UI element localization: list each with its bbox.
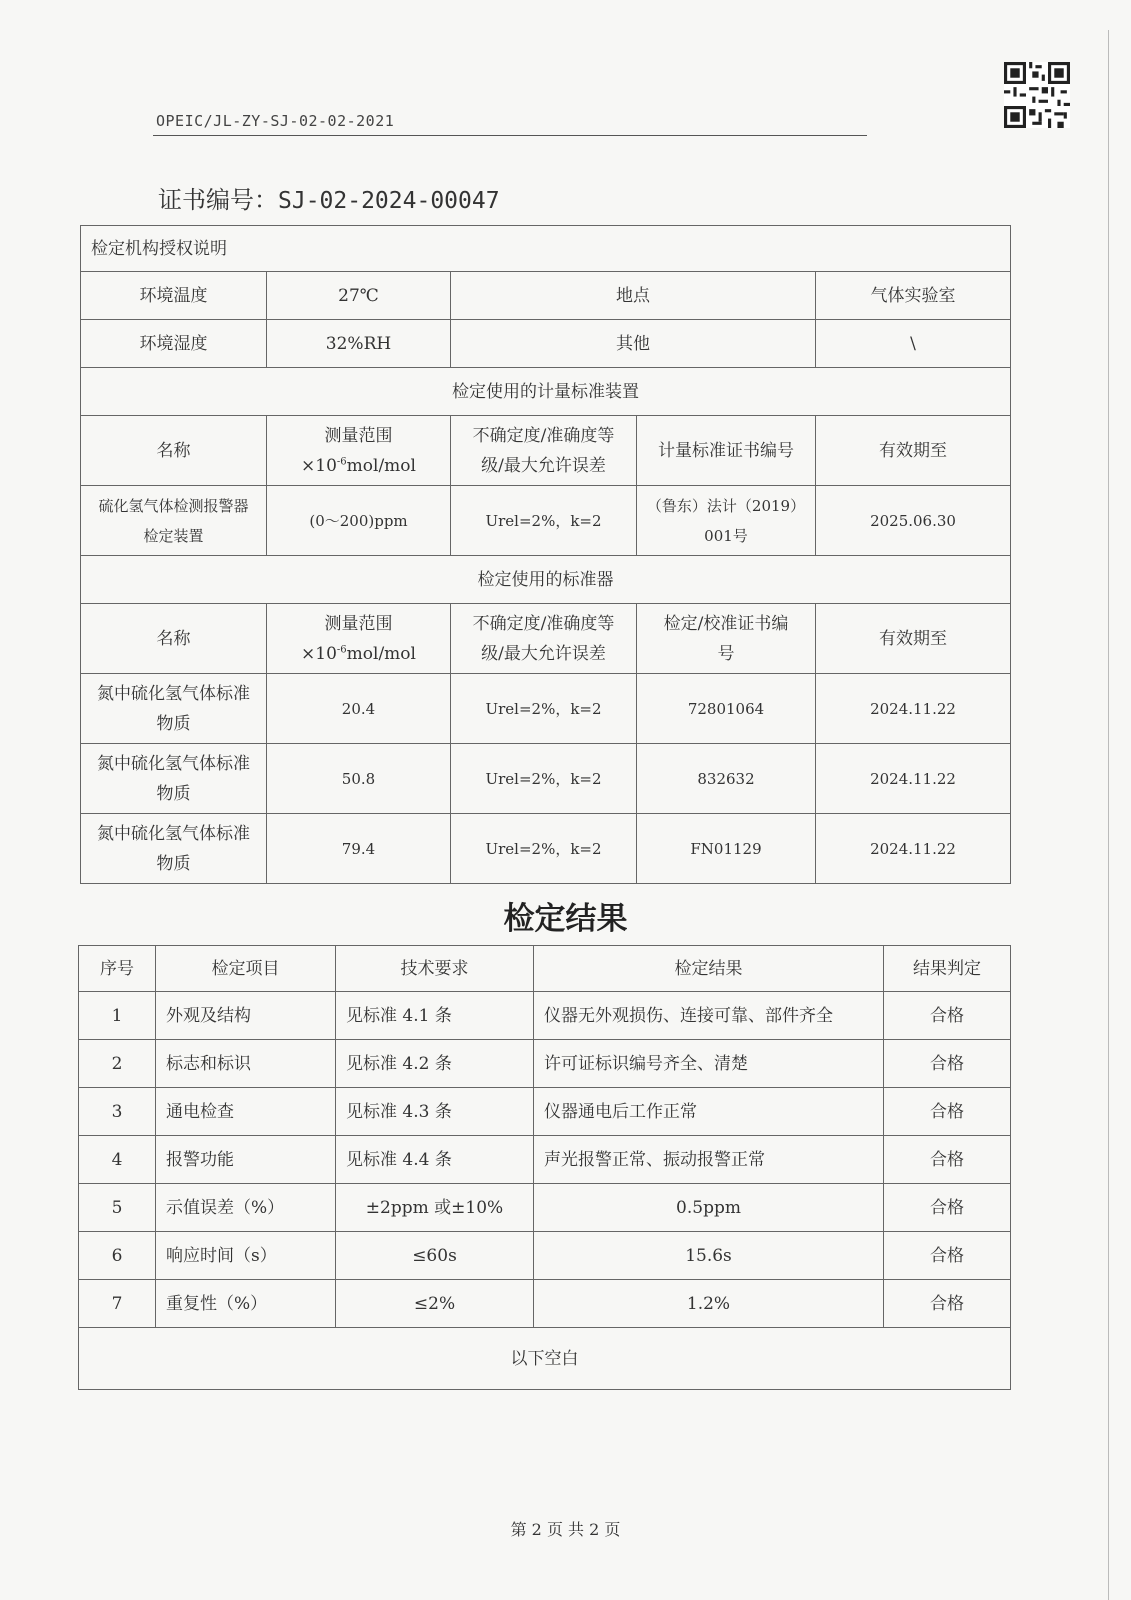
- ref-name-line-1: 氮中硫化氢气体标准: [97, 683, 250, 704]
- refs-unc-line-2: 级/最大允许误差: [481, 643, 606, 664]
- humidity-value: 32%RH: [267, 320, 451, 368]
- place-value: 气体实验室: [816, 272, 1011, 320]
- results-title: 检定结果: [503, 901, 628, 937]
- std-refs-header-cert: [637, 604, 816, 674]
- other-label: 其他: [616, 333, 650, 354]
- results-header-row: [79, 946, 1011, 992]
- std-device-header-valid: 有效期至: [816, 416, 1011, 486]
- refs-range-line-1: 测量范围: [324, 613, 393, 634]
- page-number: 第 2 页 共 2 页: [510, 1520, 621, 1539]
- scan-edge-line: [1108, 30, 1109, 1600]
- std-device-header-cert: 计量标准证书编号: [637, 416, 816, 486]
- std-refs-title: 检定使用的标准器: [81, 556, 1011, 604]
- row-verdict: 合格: [884, 1088, 1011, 1136]
- row-verdict: 合格: [884, 1232, 1011, 1280]
- refs-range-factor: ×10: [301, 643, 337, 664]
- row-index: 7: [79, 1280, 156, 1328]
- ref-uncertainty: Urel=2%，k=2: [451, 814, 637, 884]
- unc-line-1: 不确定度/准确度等: [472, 425, 615, 446]
- row-verdict: 合格: [884, 1136, 1011, 1184]
- table-row: [79, 1040, 1011, 1088]
- row-result: 许可证标识编号齐全、清楚: [534, 1040, 884, 1088]
- std-refs-header-valid: 有效期至: [816, 604, 1011, 674]
- row-verdict: 合格: [884, 1280, 1011, 1328]
- header-requirement: 技术要求: [336, 946, 534, 992]
- header-index: 序号: [79, 946, 156, 992]
- blank-note: 以下空白: [79, 1328, 1011, 1390]
- std-device-uncertainty: Urel=2%，k=2: [451, 486, 637, 556]
- row-requirement: 见标准 4.3 条: [336, 1088, 534, 1136]
- header-result: 检定结果: [534, 946, 884, 992]
- ref-cert: 832632: [637, 744, 816, 814]
- row-item: 报警功能: [156, 1136, 336, 1184]
- row-requirement: ≤2%: [336, 1280, 534, 1328]
- row-verdict: 合格: [884, 1040, 1011, 1088]
- row-requirement: ≤60s: [336, 1232, 534, 1280]
- device-name-line-2: 检定装置: [143, 526, 204, 545]
- ref-range: 50.8: [267, 744, 451, 814]
- ref-valid: 2024.11.22: [816, 674, 1011, 744]
- row-item: 外观及结构: [156, 992, 336, 1040]
- std-device-name: [81, 486, 267, 556]
- row-result: 仪器无外观损伤、连接可靠、部件齐全: [534, 992, 884, 1040]
- std-refs-header-name: 名称: [81, 604, 267, 674]
- row-index: 3: [79, 1088, 156, 1136]
- range-unit: mol/mol: [346, 455, 416, 476]
- ref-cert: FN01129: [637, 814, 816, 884]
- ref-name-line-1: 氮中硫化氢气体标准: [97, 823, 250, 844]
- table-row: [79, 1136, 1011, 1184]
- row-result: 0.5ppm: [534, 1184, 884, 1232]
- std-refs-header-range: [267, 604, 451, 674]
- row-requirement: ±2ppm 或±10%: [336, 1184, 534, 1232]
- row-result: 1.2%: [534, 1280, 884, 1328]
- row-index: 1: [79, 992, 156, 1040]
- table-row: [79, 992, 1011, 1040]
- std-device-header-uncertainty: [451, 416, 637, 486]
- cert-value: SJ-02-2024-00047: [278, 188, 500, 214]
- place-cell: [451, 272, 816, 320]
- ref-range: 79.4: [267, 814, 451, 884]
- ref-name: [81, 674, 267, 744]
- ref-name-line-1: 氮中硫化氢气体标准: [97, 753, 250, 774]
- row-index: 6: [79, 1232, 156, 1280]
- ref-valid: 2024.11.22: [816, 814, 1011, 884]
- authorization-title: 检定机构授权说明: [81, 226, 1011, 272]
- humidity-label: 环境湿度: [81, 320, 267, 368]
- temp-label: 环境温度: [81, 272, 267, 320]
- row-item: 重复性（%）: [156, 1280, 336, 1328]
- ref-name: [81, 814, 267, 884]
- row-index: 2: [79, 1040, 156, 1088]
- table-row: [81, 674, 1011, 744]
- row-result: 仪器通电后工作正常: [534, 1088, 884, 1136]
- refs-range-line-2: [269, 639, 448, 669]
- certificate-number: [158, 180, 500, 215]
- row-item: 响应时间（s）: [156, 1232, 336, 1280]
- table-row: [79, 1280, 1011, 1328]
- table-row: [79, 1232, 1011, 1280]
- range-line-2: [269, 451, 448, 481]
- table-row: [79, 1184, 1011, 1232]
- ref-uncertainty: Urel=2%，k=2: [451, 744, 637, 814]
- standards-table: [80, 225, 1011, 884]
- range-line-1: 测量范围: [324, 425, 393, 446]
- device-cert-line-2: 001号: [704, 526, 748, 545]
- row-index: 4: [79, 1136, 156, 1184]
- ref-valid: 2024.11.22: [816, 744, 1011, 814]
- device-cert-line-1: （鲁东）法计（2019）: [646, 496, 806, 515]
- std-device-range: (0～200)ppm: [267, 486, 451, 556]
- std-device-cert: [637, 486, 816, 556]
- table-row: [81, 814, 1011, 884]
- row-item: 标志和标识: [156, 1040, 336, 1088]
- ref-name-line-2: 物质: [156, 713, 191, 734]
- row-item: 示值误差（%）: [156, 1184, 336, 1232]
- other-value: \: [816, 320, 1011, 368]
- row-result: 15.6s: [534, 1232, 884, 1280]
- row-item: 通电检查: [156, 1088, 336, 1136]
- results-table: [78, 945, 1011, 1390]
- device-name-line-1: 硫化氢气体检测报警器: [98, 496, 249, 515]
- row-verdict: 合格: [884, 992, 1011, 1040]
- table-row: [81, 744, 1011, 814]
- ref-cert: 72801064: [637, 674, 816, 744]
- cert-label: 证书编号：: [158, 186, 278, 214]
- row-requirement: 见标准 4.1 条: [336, 992, 534, 1040]
- ref-range: 20.4: [267, 674, 451, 744]
- row-requirement: 见标准 4.4 条: [336, 1136, 534, 1184]
- refs-cert-line-1: 检定/校准证书编: [663, 613, 789, 634]
- std-refs-header-uncertainty: [451, 604, 637, 674]
- refs-range-unit: mol/mol: [346, 643, 416, 664]
- header-verdict: 结果判定: [884, 946, 1011, 992]
- row-result: 声光报警正常、振动报警正常: [534, 1136, 884, 1184]
- std-device-title: 检定使用的计量标准装置: [81, 368, 1011, 416]
- ref-name: [81, 744, 267, 814]
- std-device-header-name: 名称: [81, 416, 267, 486]
- ref-uncertainty: Urel=2%，k=2: [451, 674, 637, 744]
- std-device-header-range: [267, 416, 451, 486]
- place-label: 地点: [616, 285, 650, 306]
- row-requirement: 见标准 4.2 条: [336, 1040, 534, 1088]
- other-cell: [451, 320, 816, 368]
- qr-code-icon: [1004, 62, 1070, 128]
- header-rule: [153, 135, 867, 136]
- range-exponent: -6: [336, 455, 347, 467]
- unc-line-2: 级/最大允许误差: [481, 455, 606, 476]
- range-factor: ×10: [301, 455, 337, 476]
- temp-value: 27℃: [267, 272, 451, 320]
- refs-cert-line-2: 号: [717, 643, 735, 664]
- refs-unc-line-1: 不确定度/准确度等: [472, 613, 615, 634]
- refs-range-exponent: -6: [336, 643, 347, 655]
- document-code: OPEIC/JL-ZY-SJ-02-02-2021: [156, 112, 395, 130]
- std-device-valid: 2025.06.30: [816, 486, 1011, 556]
- table-row: [79, 1088, 1011, 1136]
- row-index: 5: [79, 1184, 156, 1232]
- ref-name-line-2: 物质: [156, 853, 191, 874]
- header-item: 检定项目: [156, 946, 336, 992]
- ref-name-line-2: 物质: [156, 783, 191, 804]
- row-verdict: 合格: [884, 1184, 1011, 1232]
